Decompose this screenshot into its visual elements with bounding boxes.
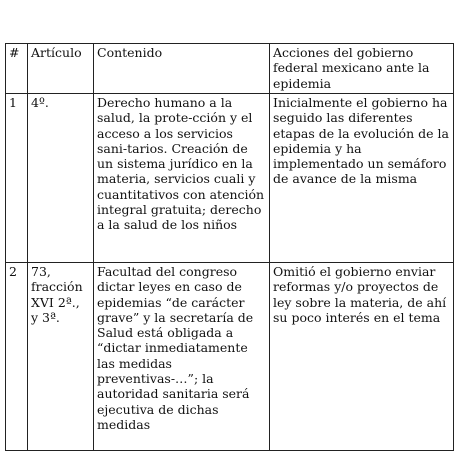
row-acciones: Inicialmente el gobierno ha seguido las diferentes etapas de la evolución de la epidemia y ha implementado un semáforo de avance de la misma [270,94,454,263]
row-contenido: Facultad del congreso dictar leyes en caso de epidemias “de carácter grave” y la secretaría de Salud está obligada a “dictar inmediatamente las medidas preventivas-…”; la autoridad sanitaria será ejecutiva de dichas medidas [94,263,270,451]
constitution-articles-table [5,43,454,451]
table-header-row [6,44,454,94]
row-number: 1 [6,94,28,263]
row-contenido: Derecho humano a la salud, la prote-cción y el acceso a los servicios sani-tarios. Creación de un sistema jurídico en la materia, servicios cuali y cuantitativos con atención integral gratuita; derecho a la salud de los niños [94,94,270,263]
table-row [6,263,454,451]
header-articulo: Artículo [28,44,94,94]
table-row [6,94,454,263]
header-acciones: Acciones del gobierno federal mexicano ante la epidemia [270,44,454,94]
row-number: 2 [6,263,28,451]
header-number: # [6,44,28,94]
row-articulo: 73, fracción XVI 2ª., y 3ª. [28,263,94,451]
row-articulo: 4º. [28,94,94,263]
row-acciones: Omitió el gobierno enviar reformas y/o proyectos de ley sobre la materia, de ahí su poco interés en el tema [270,263,454,451]
header-contenido: Contenido [94,44,270,94]
